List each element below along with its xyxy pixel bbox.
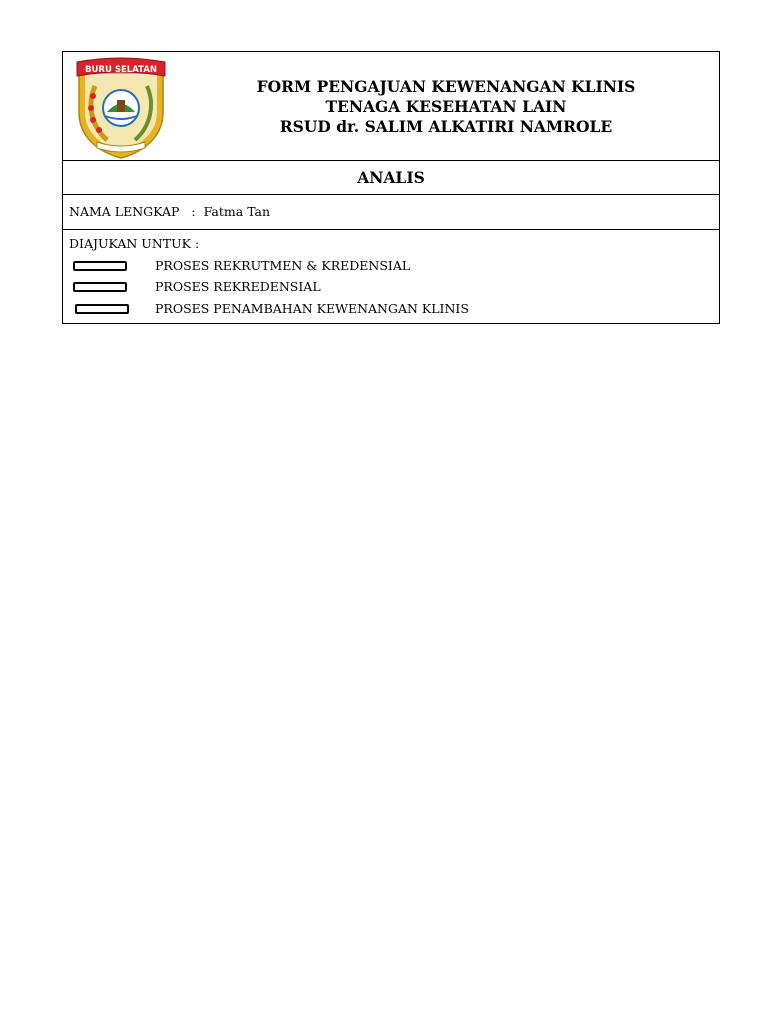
clinical-authority-form — [62, 51, 720, 324]
option-label: PROSES REKREDENSIAL — [155, 279, 321, 294]
option-recredential — [63, 279, 719, 297]
full-name-label: NAMA LENGKAP — [69, 204, 180, 219]
buru-selatan-emblem — [73, 56, 169, 160]
full-name-value: Fatma Tan — [203, 204, 271, 219]
option-label: PROSES REKRUTMEN & KREDENSIAL — [155, 258, 411, 273]
option-recruitment-credential — [63, 258, 719, 276]
full-name-row — [63, 195, 719, 230]
recredential-checkbox[interactable] — [73, 282, 127, 292]
submission-label: DIAJUKAN UNTUK : — [69, 236, 200, 251]
form-title: FORM PENGAJUAN KEWENANGAN KLINIS — [256, 77, 636, 96]
full-name-separator: : — [191, 204, 196, 219]
option-label: PROSES PENAMBAHAN KEWENANGAN KLINIS — [155, 301, 469, 316]
form-header — [63, 52, 719, 161]
option-additional-authority — [63, 301, 719, 319]
recruitment-credential-checkbox[interactable] — [73, 261, 127, 271]
section-title: ANALIS — [63, 161, 719, 195]
submission-section — [63, 230, 719, 323]
hospital-name: RSUD dr. SALIM ALKATIRI NAMROLE — [279, 117, 613, 136]
additional-authority-checkbox[interactable] — [75, 304, 129, 314]
form-title-block — [173, 77, 719, 137]
form-subtitle: TENAGA KESEHATAN LAIN — [325, 97, 567, 116]
emblem-banner-text: BURU SELATAN — [85, 65, 157, 75]
